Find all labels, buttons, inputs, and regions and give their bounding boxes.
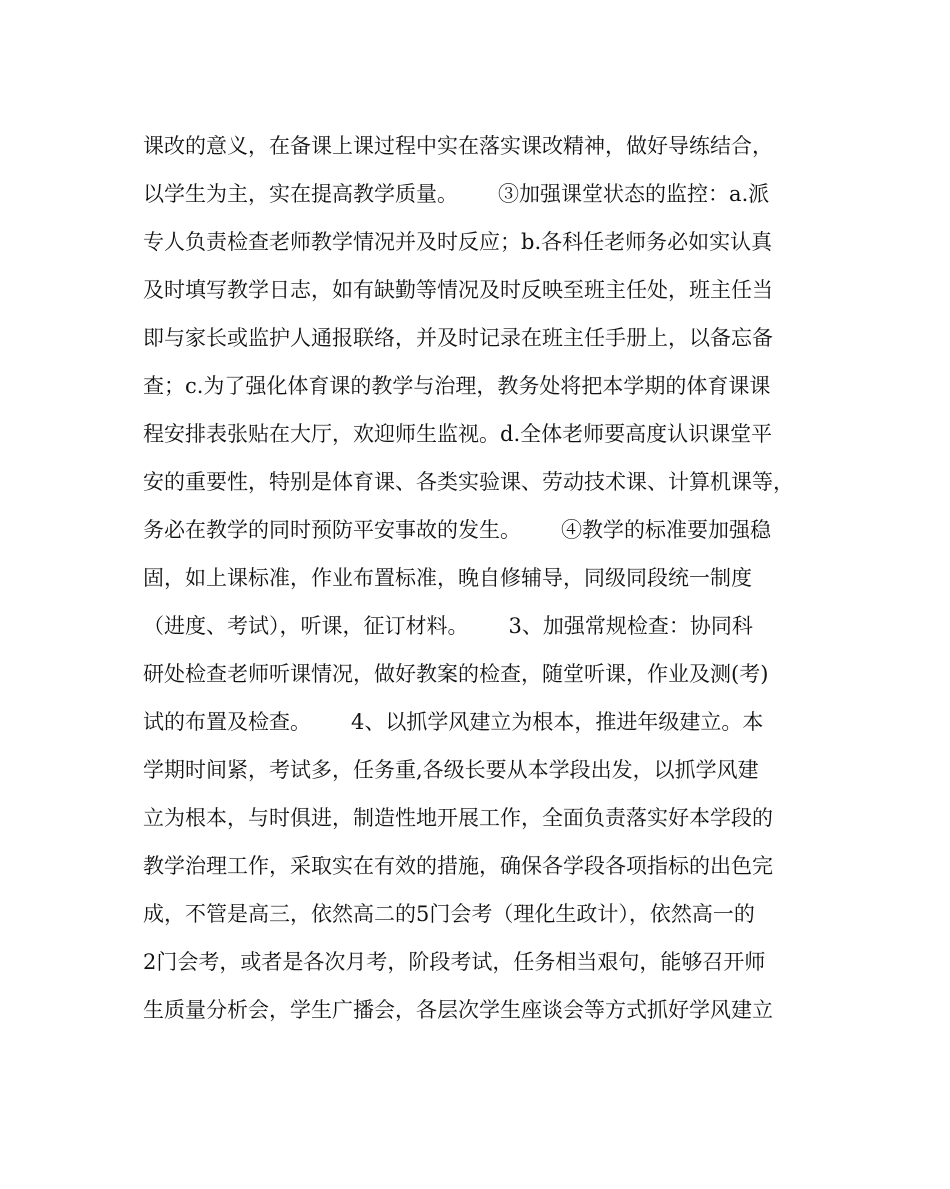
text-line: 务必在教学的同时预防平安事故的发生。 ④教学的标准要加强稳 bbox=[143, 518, 772, 542]
text-line: 教学治理工作，采取实在有效的措施，确保各学段各项指标的出色完 bbox=[143, 854, 773, 878]
text-line: 及时填写教学日志，如有缺勤等情况及时反映至班主任处，班主任当 bbox=[143, 278, 773, 302]
text-line: 2门会考，或者是各次月考，阶段考试，任务相当艰句，能够召开师 bbox=[143, 950, 766, 974]
text-line: 专人负责检查老师教学情况并及时反应；b.各科任老师务必如实认真 bbox=[143, 230, 773, 254]
text-line: 研处检查老师听课情况，做好教案的检查，随堂听课，作业及测(考) bbox=[143, 662, 769, 686]
text-line: 生质量分析会，学生广播会，各层次学生座谈会等方式抓好学风建立 bbox=[143, 998, 773, 1022]
text-line: 成，不管是高三，依然高二的5门会考（理化生政计），依然高一的 bbox=[143, 902, 755, 926]
text-line: 安的重要性，特别是体育课、各类实验课、劳动技术课、计算机课等， bbox=[143, 470, 794, 494]
text-line: 即与家长或监护人通报联络，并及时记录在班主任手册上，以备忘备 bbox=[143, 326, 773, 350]
text-line: 查；c.为了强化体育课的教学与治理，教务处将把本学期的体育课课 bbox=[143, 374, 771, 398]
text-line: 立为根本，与时俱进，制造性地开展工作，全面负责落实好本学段的 bbox=[143, 806, 773, 830]
body-text bbox=[143, 128, 823, 1040]
text-line: 课改的意义，在备课上课过程中实在落实课改精神，做好导练结合， bbox=[143, 134, 773, 158]
text-line: 试的布置及检查。 4、以抓学风建立为根本，推进年级建立。本 bbox=[143, 710, 764, 734]
text-line: 固，如上课标准，作业布置标准，晚自修辅导，同级同段统一制度 bbox=[143, 566, 752, 590]
text-line: 以学生为主，实在提高教学质量。 ③加强课堂状态的监控：a.派 bbox=[143, 182, 770, 206]
text-line: 程安排表张贴在大厅，欢迎师生监视。d.全体老师要高度认识课堂平 bbox=[143, 422, 773, 446]
text-line: （进度、考试），听课，征订材料。 3、加强常规检查：协同科 bbox=[143, 614, 753, 638]
text-line: 学期时间紧，考试多，任务重,各级长要从本学段出发，以抓学风建 bbox=[143, 758, 759, 782]
